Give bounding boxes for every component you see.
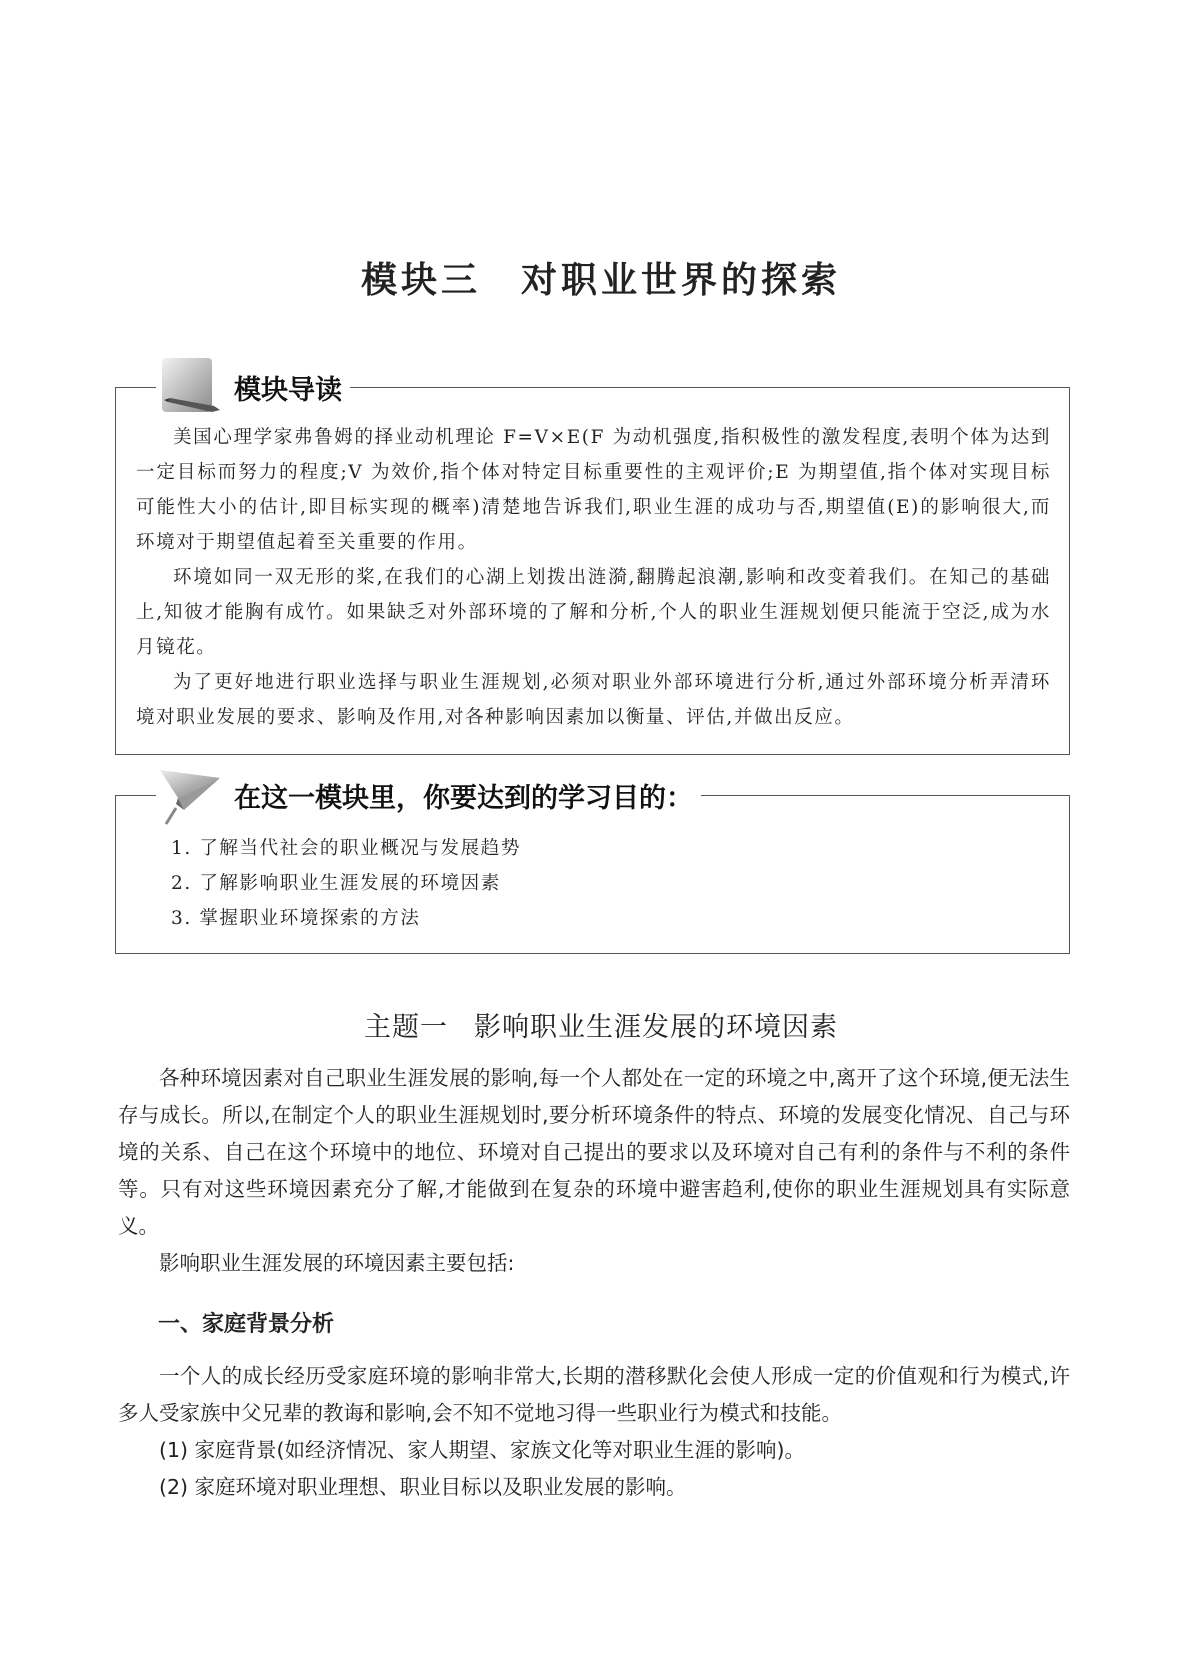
body-paragraph-1: 各种环境因素对自己职业生涯发展的影响,每一个人都处在一定的环境之中,离开了这个环境,便无法生存与成长。所以,在制定个人的职业生涯规划时,要分析环境条件的特点、环境的发展变化情况、自己与环境的关系、自己在这个环境中的地位、环境对自己提出的要求以及环境对自己有利的条件与不利的条件等。只有对这些环境因素充分了解,才能做到在复杂的环境中避害趋利,使你的职业生涯规划具有实际意义。 xyxy=(118,1066,1070,1238)
intro-box-header xyxy=(156,354,350,420)
goal-item: 3. 掌握职业环境探索的方法 xyxy=(171,908,421,929)
intro-content xyxy=(136,420,1051,735)
intro-paragraph-3: 为了更好地进行职业选择与职业生涯规划,必须对职业外部环境进行分析,通过外部环境分析弄清环境对职业发展的要求、影响及作用,对各种影响因素加以衡量、评估,并做出反应。 xyxy=(136,672,1051,728)
list-item: (1) 家庭背景(如经济情况、家人期望、家族文化等对职业生涯的影响)。 xyxy=(159,1438,806,1462)
intro-paragraph-2: 环境如同一双无形的桨,在我们的心湖上划拨出涟漪,翻腾起浪潮,影响和改变着我们。在知己的基础上,知彼才能胸有成竹。如果缺乏对外部环境的了解和分析,个人的职业生涯规划便只能流于空泛,成为水月镜花。 xyxy=(136,567,1051,658)
intro-box xyxy=(115,374,1070,755)
pen-icon xyxy=(156,354,226,420)
intro-box-title: 模块导读 xyxy=(234,374,342,406)
body-section-2 xyxy=(118,1358,1070,1506)
theme-name: 影响职业生涯发展的环境因素 xyxy=(474,1012,838,1043)
goal-item: 1. 了解当代社会的职业概况与发展趋势 xyxy=(171,838,521,859)
module-title xyxy=(0,252,1202,303)
body-paragraph-3: 一个人的成长经历受家庭环境的影响非常大,长期的潜移默化会使人形成一定的价值观和行为模式,许多人受家族中父兄辈的教诲和影响,会不知不觉地习得一些职业行为模式和技能。 xyxy=(118,1364,1070,1425)
module-number: 模块三 xyxy=(360,260,481,301)
section-heading-family: 一、家庭背景分析 xyxy=(158,1312,335,1337)
goal-item: 2. 了解影响职业生涯发展的环境因素 xyxy=(171,873,501,894)
theme-number: 主题一 xyxy=(364,1012,448,1043)
goals-box-header xyxy=(156,762,701,828)
intro-paragraph-1: 美国心理学家弗鲁姆的择业动机理论 F=V×E(F 为动机强度,指积极性的激发程度,表明个体为达到一定目标而努力的程度;V 为效价,指个体对特定目标重要性的主观评价;E 为期望值,指个体对实现目标可能性大小的估计,即目标实现的概率)清楚地告诉我们,职业生涯的成功与否,期望值(E)的影响很大,而环境对于期望值起着至关重要的作用。 xyxy=(136,427,1051,553)
goals-box xyxy=(115,782,1070,954)
goals-list xyxy=(171,831,1051,936)
theme-title xyxy=(0,1005,1202,1044)
body-paragraph-2: 影响职业生涯发展的环境因素主要包括: xyxy=(159,1251,515,1275)
body-section-1 xyxy=(118,1060,1070,1282)
module-name: 对职业世界的探索 xyxy=(521,260,842,301)
goals-box-title: 在这一模块里，你要达到的学习目的： xyxy=(234,782,693,814)
paper-plane-icon xyxy=(156,762,226,828)
list-item: (2) 家庭环境对职业理想、职业目标以及职业发展的影响。 xyxy=(159,1475,687,1499)
